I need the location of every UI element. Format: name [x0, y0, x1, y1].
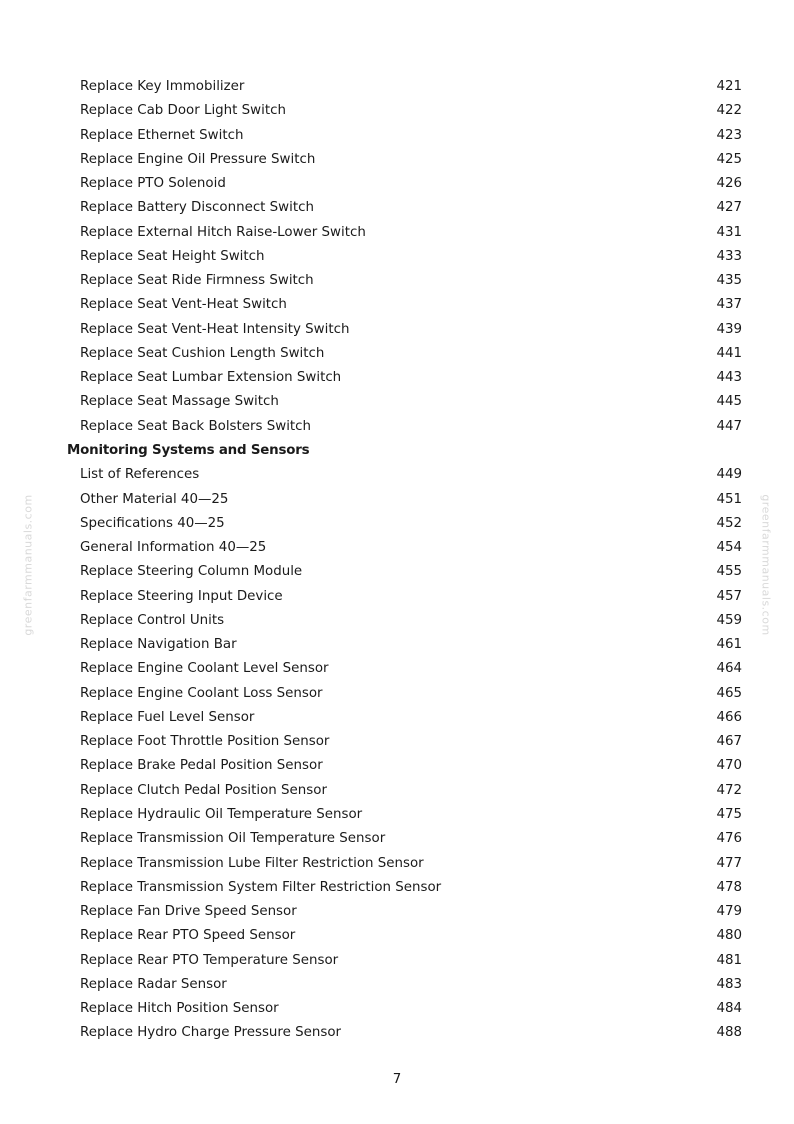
toc-entry[interactable]	[0, 148, 794, 172]
entry-page-number: 425	[716, 151, 742, 167]
entry-title: Replace Seat Vent-Heat Intensity Switch	[80, 321, 350, 337]
toc-entry[interactable]	[0, 585, 794, 609]
entry-title: Replace Control Units	[80, 612, 225, 628]
entry-title: Replace Engine Coolant Loss Sensor	[80, 685, 323, 701]
toc-entry[interactable]	[0, 342, 794, 366]
toc-entry[interactable]	[0, 269, 794, 293]
entry-page-number: 449	[716, 467, 742, 483]
entry-page-number: 454	[716, 540, 742, 556]
entry-title: Replace Steering Column Module	[80, 564, 303, 580]
entry-page-number: 488	[716, 1025, 742, 1041]
entry-page-number: 459	[716, 612, 742, 628]
entry-title: Replace Engine Oil Pressure Switch	[80, 151, 316, 167]
entry-title: Replace External Hitch Raise-Lower Switch	[80, 224, 366, 240]
entry-title: Replace Transmission Lube Filter Restriction Sensor	[80, 855, 424, 871]
toc-entry[interactable]	[0, 876, 794, 900]
entry-page-number: 452	[716, 515, 742, 531]
toc-entry[interactable]	[0, 730, 794, 754]
toc-entry[interactable]	[0, 852, 794, 876]
entry-page-number: 470	[716, 758, 742, 774]
entry-page-number: 451	[716, 491, 742, 507]
entry-title: Replace Navigation Bar	[80, 637, 237, 653]
section-title: Monitoring Systems and Sensors	[67, 442, 310, 458]
toc-entry[interactable]	[0, 172, 794, 196]
entry-title: Replace Fan Drive Speed Sensor	[80, 904, 297, 920]
toc-entry[interactable]	[0, 779, 794, 803]
entry-title: Replace Fuel Level Sensor	[80, 709, 255, 725]
toc-entry[interactable]	[0, 609, 794, 633]
entry-page-number: 443	[716, 370, 742, 386]
entry-title: Replace Seat Height Switch	[80, 248, 265, 264]
entry-page-number: 421	[716, 79, 742, 94]
toc-entry[interactable]	[0, 415, 794, 439]
entry-title: Replace Hydraulic Oil Temperature Sensor	[80, 806, 363, 822]
toc-entry[interactable]	[0, 803, 794, 827]
entry-title: Replace Seat Lumbar Extension Switch	[80, 370, 342, 386]
toc-entry[interactable]	[0, 221, 794, 245]
entry-page-number: 465	[716, 685, 742, 701]
entry-title: Replace Seat Massage Switch	[80, 394, 279, 410]
watermark-left: greenfarmmanuals.com	[21, 494, 35, 636]
toc-entry[interactable]	[0, 512, 794, 536]
entry-page-number: 423	[716, 127, 742, 143]
entry-page-number: 457	[716, 588, 742, 604]
toc-entry[interactable]	[0, 827, 794, 851]
entry-title: Replace Seat Back Bolsters Switch	[80, 418, 312, 434]
toc-entry[interactable]	[0, 1021, 794, 1045]
entry-page-number: 467	[716, 734, 742, 750]
toc-entry[interactable]	[0, 682, 794, 706]
entry-title: Replace Rear PTO Temperature Sensor	[80, 952, 339, 968]
entry-title: Replace Ethernet Switch	[80, 127, 244, 143]
entry-page-number: 431	[716, 224, 742, 240]
watermark-right: greenfarmmanuals.com	[759, 494, 773, 636]
entry-page-number: 422	[716, 103, 742, 119]
toc-entry[interactable]	[0, 488, 794, 512]
entry-page-number: 478	[716, 879, 742, 895]
entry-title: Replace Brake Pedal Position Sensor	[80, 758, 323, 774]
toc-entry[interactable]	[0, 924, 794, 948]
entry-title: Replace Foot Throttle Position Sensor	[80, 734, 330, 750]
entry-page-number: 435	[716, 273, 742, 289]
toc-entry[interactable]	[0, 706, 794, 730]
entry-title: Replace Rear PTO Speed Sensor	[80, 928, 296, 944]
entry-page-number: 461	[716, 637, 742, 653]
entry-title: Replace Hitch Position Sensor	[80, 1001, 279, 1017]
entry-title: Replace PTO Solenoid	[80, 176, 226, 192]
entry-page-number: 484	[716, 1001, 742, 1017]
toc-entry[interactable]	[0, 973, 794, 997]
entry-page-number: 437	[716, 297, 742, 313]
page-number: 7	[392, 1072, 402, 1087]
toc-entry[interactable]	[0, 196, 794, 220]
table-of-contents	[0, 75, 794, 1046]
entry-title: Replace Engine Coolant Level Sensor	[80, 661, 329, 677]
entry-title: List of References	[80, 467, 200, 483]
toc-entry[interactable]	[0, 293, 794, 317]
toc-entry[interactable]	[0, 124, 794, 148]
entry-title: Replace Battery Disconnect Switch	[80, 200, 314, 216]
entry-page-number: 475	[716, 806, 742, 822]
entry-title: General Information 40—25	[80, 540, 267, 556]
entry-page-number: 481	[716, 952, 742, 968]
toc-entry[interactable]	[0, 657, 794, 681]
toc-entry[interactable]	[0, 633, 794, 657]
toc-entry[interactable]	[0, 390, 794, 414]
entry-title: Replace Transmission Oil Temperature Sensor	[80, 831, 386, 847]
toc-entry[interactable]	[0, 560, 794, 584]
entry-page-number: 483	[716, 976, 742, 992]
entry-title: Replace Steering Input Device	[80, 588, 283, 604]
toc-entry[interactable]	[0, 463, 794, 487]
toc-entry[interactable]	[0, 75, 794, 99]
entry-page-number: 466	[716, 709, 742, 725]
entry-page-number: 445	[716, 394, 742, 410]
entry-page-number: 472	[716, 782, 742, 798]
entry-page-number: 479	[716, 904, 742, 920]
entry-title: Replace Transmission System Filter Restriction Sensor	[80, 879, 442, 895]
entry-title: Replace Seat Cushion Length Switch	[80, 345, 325, 361]
entry-page-number: 441	[716, 345, 742, 361]
entry-title: Replace Seat Ride Firmness Switch	[80, 273, 314, 289]
entry-title: Replace Cab Door Light Switch	[80, 103, 286, 119]
entry-page-number: 447	[716, 418, 742, 434]
toc-entry[interactable]	[0, 99, 794, 123]
entry-title: Other Material 40—25	[80, 491, 229, 507]
entry-title: Replace Seat Vent-Heat Switch	[80, 297, 287, 313]
entry-title: Specifications 40—25	[80, 515, 225, 531]
toc-section-heading	[0, 439, 794, 463]
entry-page-number: 464	[716, 661, 742, 677]
toc-entry[interactable]	[0, 536, 794, 560]
toc-entry[interactable]	[0, 366, 794, 390]
entry-title: Replace Clutch Pedal Position Sensor	[80, 782, 327, 798]
entry-page-number: 455	[716, 564, 742, 580]
entry-page-number: 477	[716, 855, 742, 871]
toc-entry[interactable]	[0, 949, 794, 973]
entry-title: Replace Hydro Charge Pressure Sensor	[80, 1025, 342, 1041]
entry-page-number: 476	[716, 831, 742, 847]
entry-page-number: 433	[716, 248, 742, 264]
toc-entry[interactable]	[0, 997, 794, 1021]
toc-entry[interactable]	[0, 754, 794, 778]
entry-title: Replace Radar Sensor	[80, 976, 227, 992]
toc-entry[interactable]	[0, 900, 794, 924]
toc-entry[interactable]	[0, 318, 794, 342]
entry-title: Replace Key Immobilizer	[80, 79, 245, 94]
entry-page-number: 426	[716, 176, 742, 192]
entry-page-number: 480	[716, 928, 742, 944]
entry-page-number: 427	[716, 200, 742, 216]
entry-page-number: 439	[716, 321, 742, 337]
toc-entry[interactable]	[0, 245, 794, 269]
